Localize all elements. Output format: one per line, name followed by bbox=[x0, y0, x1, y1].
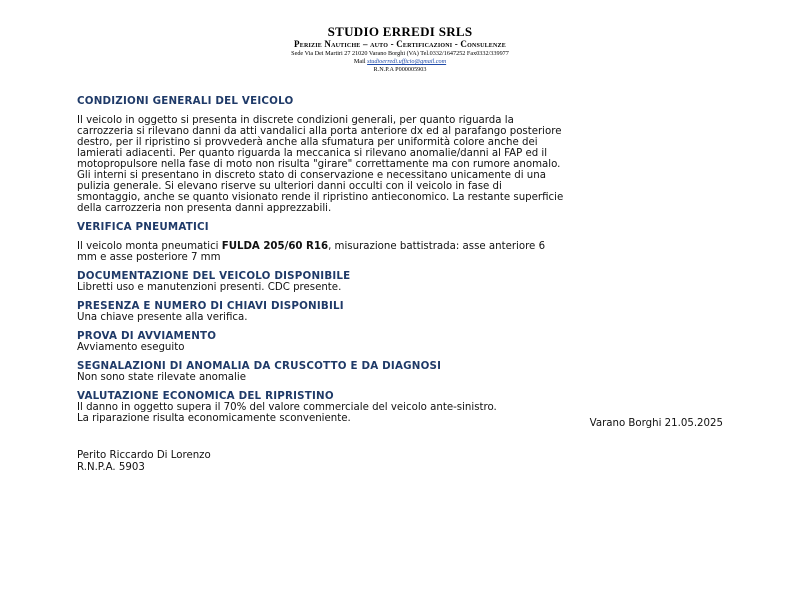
signer-rnpa: R.N.P.A. 5903 bbox=[77, 461, 145, 473]
company-tagline: Perizie Nautiche – auto - Certificazioni - Consulenze bbox=[294, 39, 506, 49]
tyre-model: FULDA 205/60 R16 bbox=[221, 241, 329, 252]
section-general-conditions bbox=[77, 96, 725, 214]
company-rnpa: R.N.P.A P000005903 bbox=[373, 66, 427, 73]
economic-line: Il danno in oggetto supera il 70% del valore commerciale del veicolo ante-sinistro. bbox=[77, 402, 497, 413]
section-documents bbox=[77, 271, 725, 293]
section-title: VERIFICA PNEUMATICI bbox=[77, 221, 209, 233]
tyres-text: Il veicolo monta pneumatici bbox=[77, 241, 222, 252]
section-keys bbox=[77, 301, 725, 323]
section-title: PRESENZA E NUMERO DI CHIAVI DISPONIBILI bbox=[77, 300, 344, 312]
general-line: pulizia generale. Si elevano riserve su ulteriori danni occulti con il veicolo in fase di bbox=[77, 181, 502, 192]
economic-line: La riparazione risulta economicamente sconveniente. bbox=[77, 413, 351, 424]
report-body bbox=[77, 96, 725, 424]
dashboard-text: Non sono state rilevate anomalie bbox=[77, 372, 246, 383]
section-dashboard-anomalies bbox=[77, 361, 725, 383]
company-name: STUDIO ERREDI SRLS bbox=[327, 24, 473, 39]
section-title: SEGNALAZIONI DI ANOMALIA DA CRUSCOTTO E DA DIAGNOSI bbox=[77, 360, 442, 372]
general-line: motopropulsore nella fase di moto non risulta "girare" correttamente ma con rumore anomalo. bbox=[77, 159, 561, 170]
signature-block bbox=[77, 450, 211, 473]
section-title: CONDIZIONI GENERALI DEL VEICOLO bbox=[77, 95, 294, 107]
tyres-text: , misurazione battistrada: asse anteriore 6 bbox=[328, 241, 546, 252]
tyres-line bbox=[77, 241, 725, 252]
general-line: Gli interni si presentano in discreto stato di conservazione e necessitano unicamente di una bbox=[77, 170, 546, 181]
general-line: della carrozzeria non presenta danni apprezzabili. bbox=[77, 203, 332, 214]
general-line: smontaggio, anche se quanto visionato rende il ripristino antieconomico. La restante superficie bbox=[77, 192, 564, 203]
place-date: Varano Borghi 21.05.2025 bbox=[589, 418, 723, 429]
section-title: VALUTAZIONE ECONOMICA DEL RIPRISTINO bbox=[77, 390, 334, 402]
mail-link[interactable]: studioerredi.ufficio@gmail.com bbox=[367, 58, 447, 65]
general-line: carrozzeria si rilevano danni da atti vandalici alla porta anteriore dx ed al parafango posteriore bbox=[77, 126, 562, 137]
section-start-test bbox=[77, 331, 725, 353]
section-tyres bbox=[77, 222, 725, 263]
letterhead bbox=[0, 24, 800, 74]
section-title: DOCUMENTAZIONE DEL VEICOLO DISPONIBILE bbox=[77, 270, 351, 282]
documents-text: Libretti uso e manutenzioni presenti. CDC presente. bbox=[77, 282, 342, 293]
company-address: Sede Via Dei Martiri 27 21020 Varano Borghi (VA) Tel.0332/1647252 Fax0332/339977 bbox=[291, 50, 509, 57]
general-line: destro, per il ripristino si provvederà anche alla sfumatura per uniformità colore anche dei bbox=[77, 137, 538, 148]
start-test-text: Avviamento eseguito bbox=[77, 342, 185, 353]
tyres-line: mm e asse posteriore 7 mm bbox=[77, 252, 221, 263]
signer-name: Perito Riccardo Di Lorenzo bbox=[77, 450, 211, 461]
company-mail bbox=[0, 58, 800, 66]
section-title: PROVA DI AVVIAMENTO bbox=[77, 330, 217, 342]
keys-text: Una chiave presente alla verifica. bbox=[77, 312, 248, 323]
mail-label: Mail bbox=[353, 58, 368, 65]
general-line: Il veicolo in oggetto si presenta in discrete condizioni generali, per quanto riguarda la bbox=[77, 115, 514, 126]
general-line: lamierati adiacenti. Per quanto riguarda la meccanica si rilevano anomalie/danni al FAP ed il bbox=[77, 148, 548, 159]
